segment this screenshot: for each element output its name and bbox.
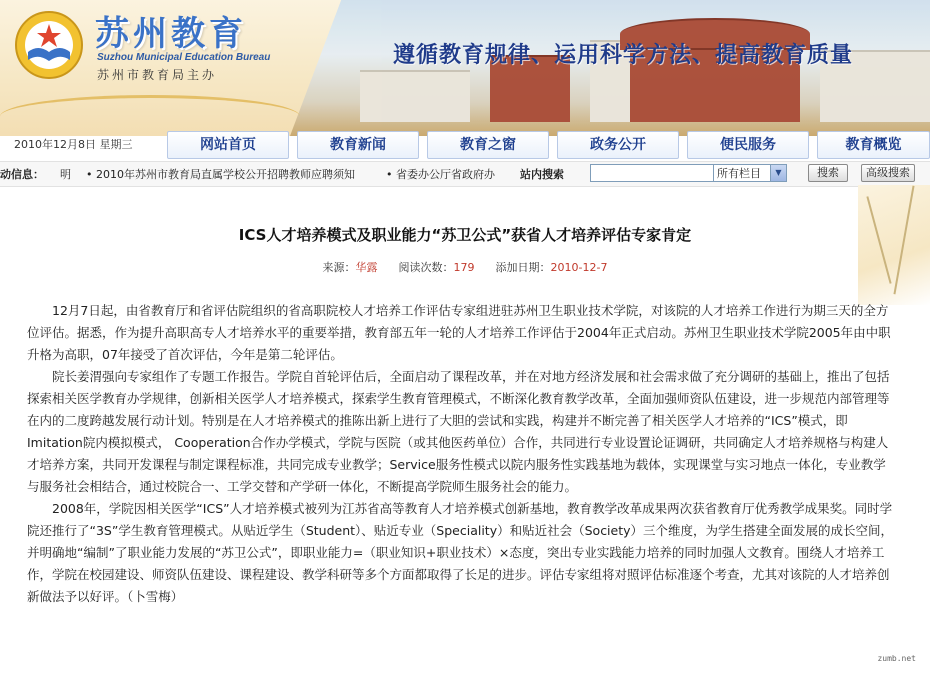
site-title: 苏州教育: [95, 14, 247, 54]
article-meta: [0, 259, 930, 275]
ticker-item[interactable]: • 省委办公厅省政府办: [386, 168, 495, 181]
nav-public-service[interactable]: 便民服务: [687, 131, 809, 159]
reads-value: 179: [453, 261, 475, 274]
banner-swoosh: [0, 95, 300, 136]
article-paragraph: 12月7日起，由省教育厅和省评估院组织的省高职院校人才培养工作评估专家组进驻苏州卫生职业技术学院，对该院的人才培养工作进行为期三天的全方位评估。据悉，作为提升高职高专人才培养水平的重要举措，教育部五年一轮的人才培养工作评估于2004年正式启动。苏州卫生职业技术学院2005年由中职升格为高职，07年接受了首次评估，今年是第二轮评估。: [27, 303, 891, 362]
date-label: 添加日期：: [495, 261, 551, 274]
chevron-down-icon[interactable]: ▼: [770, 165, 786, 181]
ticker-label: 动信息：: [0, 168, 44, 181]
article-paragraph: 2008年，学院因相关医学“ICS”人才培养模式被列为江苏省高等教育人才培养模式创新基地，教育教学改革成果两次获省教育厅优秀教学成果奖。同时学院还推行了“3S”学生教育管理模式。从贴近学生（Student）、贴近专业（Speciality）和贴近社会（Society）三个维度，为学生搭建全面发展的成长空间，并明确地“编制”了职业能力发展的“苏卫公式”，即职业能力=（职业知识+职业技术）×态度，突出专业实践能力培养的同时加强人文教育。围绕人才培养工作，学院在校园建设、师资队伍建设、课程建设、教学科研等多个方面都取得了长足的进步。评估专家组将对照评估标准逐个考查，尤其对该院的人才培养创新做法予以好评。（卜雪梅）: [27, 501, 894, 604]
reads-label: 阅读次数：: [398, 261, 454, 274]
building-shape: [360, 70, 470, 122]
nav-education-news[interactable]: 教育新闻: [297, 131, 419, 159]
nav-government-affairs[interactable]: 政务公开: [557, 131, 679, 159]
banner-slogan: 遵循教育规律、运用科学方法、提高教育质量: [393, 42, 854, 68]
ticker-item[interactable]: • 2010年苏州市教育局直属学校公开招聘教师应聘须知: [86, 168, 355, 181]
nav-education-window[interactable]: 教育之窗: [427, 131, 549, 159]
ticker-bar: [0, 161, 930, 187]
search-label: 站内搜索: [520, 168, 564, 181]
plant-decoration: [858, 185, 930, 305]
search-button[interactable]: 搜索: [808, 164, 848, 182]
search-scope-select[interactable]: [713, 164, 787, 182]
advanced-search-button[interactable]: 高级搜索: [861, 164, 915, 182]
ticker-item[interactable]: 明: [60, 168, 71, 181]
watermark: zumb.net: [877, 654, 916, 663]
search-scope-value: 所有栏目: [717, 167, 761, 180]
site-subtitle: 苏州市教育局主办: [97, 68, 218, 82]
site-title-en: Suzhou Municipal Education Bureau: [97, 52, 271, 63]
book-star-logo-icon: [14, 10, 84, 80]
ticker-item-text[interactable]: 2010年苏州市教育局直属学校公开招聘教师应聘须知: [96, 168, 355, 181]
nav-home[interactable]: 网站首页: [167, 131, 289, 159]
source-label: 来源：: [322, 261, 356, 274]
main-nav: [0, 131, 930, 161]
article-body: [27, 300, 895, 608]
site-banner: [0, 0, 930, 136]
source-value: 华露: [355, 261, 378, 274]
search-input[interactable]: [590, 164, 714, 182]
ticker-item-text[interactable]: 省委办公厅省政府办: [396, 168, 495, 181]
current-date: 2010年12月8日 星期三: [14, 138, 133, 151]
date-value: 2010-12-7: [550, 261, 608, 274]
article-paragraph: 院长姜渭强向专家组作了专题工作报告。学院自首轮评估后，全面启动了课程改革，并在对地方经济发展和社会需求做了充分调研的基础上，推出了包括探索相关医学教育办学规律，创新相关医学人才培养模式，探索学生教育管理模式，不断深化教育教学改革，全面加强师资队伍建设，进一步规范内部管理等在内的二度跨越发展行动计划。特别是在人才培养模式的推陈出新上进行了大胆的尝试和实践，构建并不断完善了相关医学人才培养的“ICS”模式，即Imitation院内模拟模式， Cooperation合作办学模式，学院与医院（或其他医药单位）合作，共同进行专业设置论证调研，共同确定人才培养规格与构建人才培养方案，共同开发课程与制定课程标准，共同完成专业教学；Service服务性模式以院内服务性实践基地为载体，实现课堂与实习地点一体化，专业教学与服务社会相结合，通过校院合一、工学交替和产学研一体化，不断提高学院师生服务社会的能力。: [27, 369, 890, 494]
article-title: ICS人才培养模式及职业能力“苏卫公式”获省人才培养评估专家肯定: [238, 226, 692, 244]
nav-education-overview[interactable]: 教育概览: [817, 131, 930, 159]
